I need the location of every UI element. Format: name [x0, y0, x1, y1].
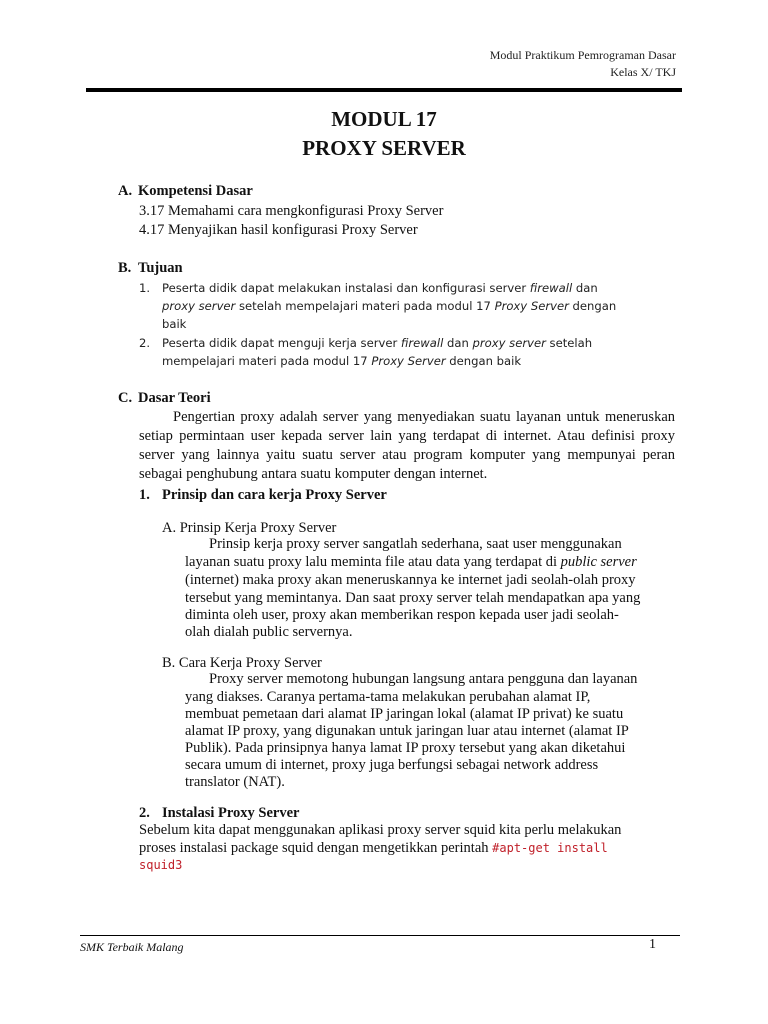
workflow-line-7: translator (NAT).	[185, 774, 285, 790]
goal-1-number: 1.	[139, 281, 151, 295]
workflow-line-4: alamat IP proxy, yang digunakan untuk jaringan luar atau internet (alamat IP	[185, 723, 629, 739]
subsection-1-title: Prinsip dan cara kerja Proxy Server	[162, 487, 387, 503]
principle-line-4: tersebut yang memintanya. Dan saat proxy server telah mendapatkan apa yang	[185, 590, 641, 606]
principle-line-1: Prinsip kerja proxy server sangatlah sederhana, saat user menggunakan	[209, 536, 622, 552]
install-line-1: Sebelum kita dapat menggunakan aplikasi proxy server squid kita perlu melakukan	[139, 822, 622, 838]
goal-1-line-3: baik	[162, 317, 187, 331]
install-line-2: proses instalasi package squid dengan mengetikkan perintah #apt-get install	[139, 840, 608, 856]
install-command: #apt-get install	[492, 841, 608, 855]
principle-line-6: olah dialah public servernya.	[185, 624, 353, 640]
principle-line-3: (internet) maka proxy akan meneruskannya ke internet jadi seolah-olah proxy	[185, 572, 636, 588]
section-a-letter: A.	[118, 183, 133, 199]
module-number: MODUL 17	[331, 107, 437, 131]
competency-item-2: 4.17 Menyajikan hasil konfigurasi Proxy Server	[139, 222, 418, 238]
section-b-letter: B.	[118, 260, 132, 276]
install-command-continued: squid3	[139, 858, 183, 872]
goal-1-line-1: Peserta didik dapat melakukan instalasi dan konfigurasi server firewall dan	[162, 281, 598, 295]
principle-line-2: layanan suatu proxy lalu meminta file atau data yang terdapat di public server	[185, 554, 637, 570]
workflow-line-3: membuat pemetaan dari alamat IP jaringan lokal (alamat IP privat) ke suatu	[185, 706, 624, 722]
header-class: Kelas X/ TKJ	[610, 65, 676, 79]
section-b-title: Tujuan	[138, 260, 183, 276]
workflow-line-5: Publik). Pada prinsipnya hanya lamat IP proxy tersebut yang akan diketahui	[185, 740, 626, 756]
section-c-title: Dasar Teori	[138, 390, 211, 406]
principle-line-5: diminta oleh user, proxy akan memberikan respon kepada user jadi seolah-	[185, 607, 619, 623]
header-course: Modul Praktikum Pemrograman Dasar	[489, 48, 676, 62]
subsection-2-title: Instalasi Proxy Server	[162, 805, 300, 821]
header-rule	[86, 88, 682, 92]
subsection-2-number: 2.	[139, 805, 150, 821]
module-title: PROXY SERVER	[302, 136, 466, 160]
section-c-letter: C.	[118, 390, 133, 406]
goal-2-line-1: Peserta didik dapat menguji kerja server firewall dan proxy server setelah	[162, 336, 593, 350]
subsection-1-number: 1.	[139, 487, 150, 503]
goal-2-line-2: mempelajari materi pada modul 17 Proxy Server dengan baik	[162, 354, 522, 368]
footer-school: SMK Terbaik Malang	[80, 940, 184, 954]
workflow-line-2: yang diakses. Caranya pertama-tama melakukan perubahan alamat IP,	[185, 689, 591, 705]
competency-item-1: 3.17 Memahami cara mengkonfigurasi Proxy Server	[139, 203, 444, 219]
section-a-title: Kompetensi Dasar	[138, 183, 253, 199]
section-b-heading	[118, 260, 183, 277]
footer-rule	[80, 935, 680, 936]
principle-heading: A. Prinsip Kerja Proxy Server	[162, 520, 337, 536]
goal-2-number: 2.	[139, 336, 151, 350]
section-a-heading	[118, 183, 253, 200]
workflow-heading: B. Cara Kerja Proxy Server	[162, 655, 322, 671]
goal-1-line-2: proxy server setelah mempelajari materi pada modul 17 Proxy Server dengan	[162, 299, 617, 313]
running-header	[490, 47, 676, 81]
workflow-line-6: secara umum di internet, proxy juga berfungsi sebagai network address	[185, 757, 599, 773]
page-number: 1	[649, 937, 656, 952]
workflow-line-1: Proxy server memotong hubungan langsung antara pengguna dan layanan	[209, 671, 638, 687]
section-c-heading	[118, 390, 211, 407]
theory-paragraph: Pengertian proxy adalah server yang menyediakan suatu layanan untuk meneruskan setiap permintaan user kepada server lain yang terdapat di internet. Atau definisi proxy server yang lainnya yaitu suatu server atau program komputer yang mempunyai peran sebagai penghubung antara suatu komputer dengan internet.	[139, 409, 675, 482]
